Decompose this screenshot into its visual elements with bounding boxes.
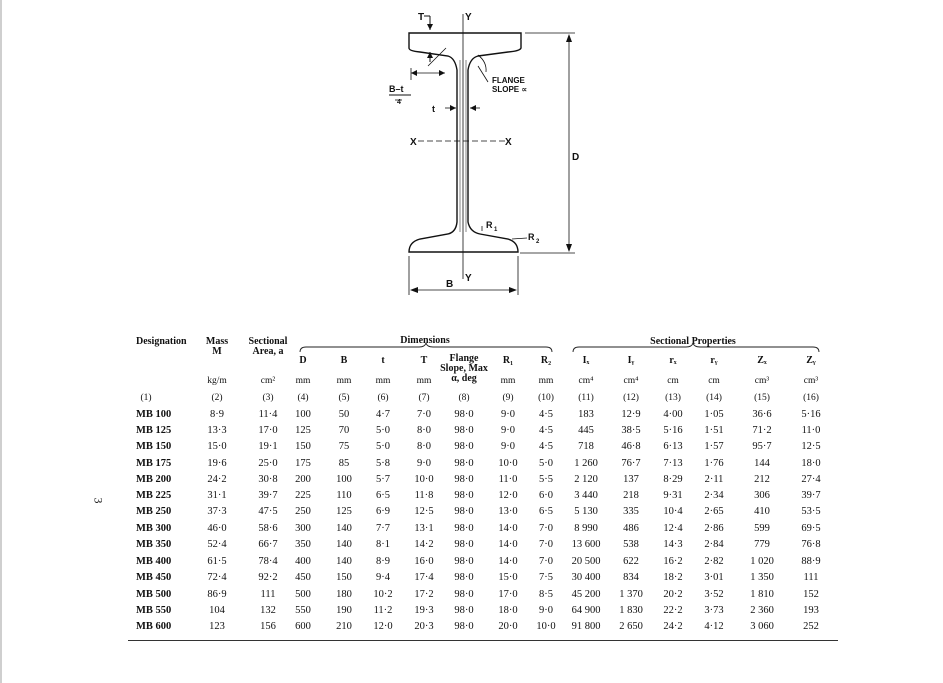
table-cell: 71·2: [752, 425, 772, 436]
row-designation: MB 150: [136, 441, 172, 452]
table-cell: 64 900: [571, 605, 601, 616]
table-cell: 6·0: [539, 490, 553, 501]
table-cell: 250: [295, 506, 311, 517]
table-cell: 7·0: [539, 539, 553, 550]
col-header-14: rᵧ: [710, 355, 718, 366]
col-number-12: (12): [623, 393, 639, 403]
table-cell: 1 260: [574, 458, 598, 469]
label-T: T: [418, 12, 425, 23]
table-cell: 486: [623, 523, 639, 534]
table-cell: 24·2: [663, 621, 683, 632]
col-number-4: (4): [297, 393, 309, 403]
table-cell: 19·6: [207, 458, 227, 469]
table-cell: 2 360: [750, 605, 774, 616]
table-cell: 212: [754, 474, 770, 485]
table-cell: 8·0: [417, 441, 431, 452]
table-cell: 76·7: [621, 458, 641, 469]
table-cell: 9·4: [376, 572, 390, 583]
table-cell: 46·0: [207, 523, 227, 534]
table-cell: 20 500: [571, 556, 601, 567]
table-cell: 12·4: [663, 523, 683, 534]
table-cell: 17·4: [414, 572, 434, 583]
table-cell: 252: [803, 621, 819, 632]
table-cell: 8·1: [376, 539, 390, 550]
row-designation: MB 600: [136, 621, 172, 632]
table-cell: 5·7: [376, 474, 390, 485]
table-cell: 39·7: [258, 490, 278, 501]
row-designation: MB 250: [136, 506, 172, 517]
table-cell: 13·1: [414, 523, 434, 534]
table-cell: 20·3: [414, 621, 434, 632]
col-header-16: Zᵧ: [806, 355, 816, 366]
col-header-3-line2: Area, a: [252, 346, 284, 357]
col-number-1: (1): [140, 393, 152, 403]
table-cell: 31·1: [207, 490, 227, 501]
col-unit-15: cm³: [754, 376, 770, 386]
table-cell: 400: [295, 556, 311, 567]
table-cell: 335: [623, 506, 639, 517]
col-number-6: (6): [377, 393, 389, 403]
table-cell: 183: [578, 409, 594, 420]
group-header-dimensions: Dimensions: [400, 335, 450, 346]
table-cell: 8·9: [210, 409, 224, 420]
col-header-3-line1: Sectional: [248, 336, 288, 347]
col-unit-6: mm: [375, 376, 391, 386]
row-designation: MB 400: [136, 556, 172, 567]
table-cell: 12·5: [414, 506, 434, 517]
col-unit-2: kg/m: [207, 376, 227, 386]
table-cell: 300: [295, 523, 311, 534]
table-cell: 3 060: [750, 621, 774, 632]
label-bt-denominator: 4: [397, 99, 401, 106]
table-cell: 39·7: [801, 490, 821, 501]
table-cell: 19·1: [258, 441, 278, 452]
table-cell: 718: [578, 441, 594, 452]
table-cell: 30 400: [571, 572, 601, 583]
col-header-2-line2: M: [212, 346, 222, 357]
table-cell: 5·16: [663, 425, 683, 436]
col-header-6: t: [381, 355, 385, 366]
table-cell: 11·0: [498, 474, 518, 485]
table-cell: 17·0: [498, 589, 518, 600]
label-R2-sub: 2: [536, 239, 540, 245]
table-cell: 6·9: [376, 506, 390, 517]
table-cell: 125: [336, 506, 352, 517]
table-cell: 140: [336, 523, 352, 534]
table-cell: 17·0: [258, 425, 278, 436]
table-cell: 13·0: [498, 506, 518, 517]
table-cell: 91 800: [571, 621, 601, 632]
table-cell: 152: [803, 589, 819, 600]
col-header-10: R₂: [540, 355, 552, 366]
table-cell: 5·0: [376, 441, 390, 452]
table-cell: 85: [338, 458, 350, 469]
table-cell: 22·2: [663, 605, 683, 616]
table-cell: 4·5: [539, 441, 553, 452]
label-R1: R: [486, 220, 493, 230]
table-cell: 36·6: [752, 409, 772, 420]
table-cell: 8·5: [539, 589, 553, 600]
table-cell: 20·0: [498, 621, 518, 632]
label-X-right: X: [505, 137, 512, 148]
table-cell: 14·0: [498, 556, 518, 567]
table-cell: 1 020: [750, 556, 774, 567]
table-cell: 98·0: [454, 506, 474, 517]
table-cell: 10·0: [498, 458, 518, 469]
table-cell: 3·73: [704, 605, 724, 616]
table-cell: 18·0: [498, 605, 518, 616]
table-cell: 4·5: [539, 409, 553, 420]
table-cell: 8 990: [574, 523, 598, 534]
label-R1-sub: 1: [494, 227, 498, 233]
table-cell: 75: [338, 441, 350, 452]
table-cell: 11·0: [801, 425, 821, 436]
table-cell: 98·0: [454, 605, 474, 616]
table-cell: 7·13: [663, 458, 683, 469]
table-cell: 98·0: [454, 589, 474, 600]
table-cell: 30·8: [258, 474, 278, 485]
table-cell: 132: [260, 605, 276, 616]
table-cell: 9·0: [501, 441, 515, 452]
table-cell: 9·0: [501, 425, 515, 436]
table-cell: 50: [338, 409, 350, 420]
table-cell: 11·2: [373, 605, 393, 616]
table-cell: 445: [578, 425, 594, 436]
table-cell: 66·7: [258, 539, 278, 550]
table-cell: 27·4: [801, 474, 821, 485]
col-number-3: (3): [262, 393, 274, 403]
table-cell: 5·0: [376, 425, 390, 436]
table-cell: 7·0: [539, 523, 553, 534]
table-cell: 13 600: [571, 539, 601, 550]
row-designation: MB 550: [136, 605, 172, 616]
table-cell: 47·5: [258, 506, 278, 517]
table-cell: 225: [295, 490, 311, 501]
row-designation: MB 200: [136, 474, 172, 485]
table-cell: 70: [338, 425, 350, 436]
label-t: t: [432, 104, 435, 114]
col-number-7: (7): [418, 393, 430, 403]
col-number-16: (16): [803, 393, 819, 403]
table-cell: 98·0: [454, 474, 474, 485]
table-cell: 450: [295, 572, 311, 583]
table-cell: 5·5: [539, 474, 553, 485]
col-number-15: (15): [754, 393, 770, 403]
table-cell: 3·01: [704, 572, 724, 583]
table-cell: 3·52: [704, 589, 724, 600]
table-cell: 5·0: [539, 458, 553, 469]
table-cell: 11·4: [258, 409, 278, 420]
col-header-11: Iₓ: [582, 355, 590, 366]
col-header-2-line1: Mass: [205, 336, 229, 347]
col-header-7: T: [420, 355, 428, 366]
table-cell: 46·8: [621, 441, 641, 452]
row-designation: MB 300: [136, 523, 172, 534]
table-cell: 8·29: [663, 474, 683, 485]
col-unit-13: cm: [667, 376, 679, 386]
table-cell: 4·7: [376, 409, 390, 420]
table-cell: 14·0: [498, 523, 518, 534]
table-cell: 210: [336, 621, 352, 632]
row-designation: MB 450: [136, 572, 172, 583]
table-cell: 156: [260, 621, 276, 632]
row-designation: MB 225: [136, 490, 172, 501]
table-cell: 18·2: [663, 572, 683, 583]
table-cell: 9·0: [539, 605, 553, 616]
table-cell: 98·0: [454, 441, 474, 452]
table-cell: 11·8: [414, 490, 434, 501]
table-cell: 9·0: [417, 458, 431, 469]
label-D: D: [572, 152, 580, 163]
table-cell: 98·0: [454, 539, 474, 550]
table-cell: 622: [623, 556, 639, 567]
table-cell: 78·4: [258, 556, 278, 567]
table-cell: 16·0: [414, 556, 434, 567]
table-cell: 137: [623, 474, 639, 485]
table-cell: 12·9: [621, 409, 641, 420]
table-cell: 14·0: [498, 539, 518, 550]
table-cell: 1 370: [619, 589, 643, 600]
table-cell: 144: [754, 458, 770, 469]
table-cell: 25·0: [258, 458, 278, 469]
table-cell: 19·3: [414, 605, 434, 616]
table-cell: 5·8: [376, 458, 390, 469]
table-cell: 111: [260, 589, 276, 600]
col-header-8-line3: α, deg: [451, 373, 477, 384]
col-number-2: (2): [211, 393, 223, 403]
table-cell: 20·2: [663, 589, 683, 600]
table-cell: 100: [295, 409, 311, 420]
row-designation: MB 500: [136, 589, 172, 600]
label-flange-slope-2: SLOPE ∝: [492, 85, 528, 94]
table-cell: 111: [803, 572, 819, 583]
table-cell: 98·0: [454, 458, 474, 469]
table-cell: 61·5: [207, 556, 227, 567]
table-cell: 150: [295, 441, 311, 452]
group-header-sectional-properties: Sectional Properties: [650, 336, 736, 347]
table-cell: 306: [754, 490, 770, 501]
table-cell: 45 200: [571, 589, 601, 600]
table-cell: 95·7: [752, 441, 772, 452]
col-unit-16: cm³: [803, 376, 819, 386]
col-unit-7: mm: [416, 376, 432, 386]
table-cell: 1·76: [704, 458, 724, 469]
col-number-10: (10): [538, 393, 554, 403]
table-cell: 779: [754, 539, 770, 550]
table-cell: 175: [295, 458, 311, 469]
table-cell: 53·5: [801, 506, 821, 517]
table-cell: 98·0: [454, 621, 474, 632]
table-cell: 140: [336, 556, 352, 567]
table-cell: 7·0: [417, 409, 431, 420]
table-cell: 193: [803, 605, 819, 616]
table-cell: 12·5: [801, 441, 821, 452]
table-cell: 1 350: [750, 572, 774, 583]
table-cell: 15·0: [207, 441, 227, 452]
col-header-4: D: [299, 355, 307, 366]
table-cell: 5 130: [574, 506, 598, 517]
col-header-5: B: [340, 355, 348, 366]
col-unit-9: mm: [500, 376, 516, 386]
table-cell: 9·31: [663, 490, 683, 501]
table-cell: 86·9: [207, 589, 227, 600]
col-number-9: (9): [502, 393, 514, 403]
col-header-designation: Designation: [136, 336, 187, 347]
label-flange-slope-1: FLANGE: [492, 76, 525, 85]
table-cell: 2·84: [704, 539, 724, 550]
col-unit-12: cm⁴: [623, 376, 639, 386]
col-number-14: (14): [706, 393, 722, 403]
table-cell: 37·3: [207, 506, 227, 517]
label-B: B: [446, 279, 454, 290]
table-cell: 8·0: [417, 425, 431, 436]
table-cell: 88·9: [801, 556, 821, 567]
table-cell: 10·0: [414, 474, 434, 485]
col-header-9: R₁: [502, 355, 514, 366]
table-cell: 180: [336, 589, 352, 600]
table-cell: 2 650: [619, 621, 643, 632]
table-cell: 10·4: [663, 506, 683, 517]
table-cell: 1 810: [750, 589, 774, 600]
table-cell: 98·0: [454, 490, 474, 501]
table-cell: 52·4: [207, 539, 227, 550]
table-cell: 2·82: [704, 556, 724, 567]
table-cell: 6·5: [376, 490, 390, 501]
table-cell: 6·5: [539, 506, 553, 517]
table-cell: 200: [295, 474, 311, 485]
table-cell: 3 440: [574, 490, 598, 501]
table-cell: 2·65: [704, 506, 724, 517]
col-unit-14: cm: [708, 376, 720, 386]
page-number: 3: [91, 497, 106, 504]
table-cell: 92·2: [258, 572, 278, 583]
col-number-13: (13): [665, 393, 681, 403]
col-unit-10: mm: [538, 376, 554, 386]
row-designation: MB 175: [136, 458, 172, 469]
col-header-15: Zₓ: [757, 355, 767, 366]
table-cell: 2·11: [704, 474, 724, 485]
table-cell: 72·4: [207, 572, 227, 583]
table-cell: 350: [295, 539, 311, 550]
table-cell: 4·12: [704, 621, 724, 632]
table-cell: 76·8: [801, 539, 821, 550]
table-cell: 834: [623, 572, 639, 583]
table-cell: 1·05: [704, 409, 724, 420]
table-cell: 16·2: [663, 556, 683, 567]
table-cell: 4·00: [663, 409, 683, 420]
col-header-8-line2: Slope, Max: [440, 363, 488, 374]
table-cell: 104: [209, 605, 225, 616]
table-cell: 110: [336, 490, 352, 501]
table-cell: 7·5: [539, 572, 553, 583]
table-cell: 98·0: [454, 425, 474, 436]
table-cell: 58·6: [258, 523, 278, 534]
col-number-8: (8): [458, 393, 470, 403]
table-cell: 69·5: [801, 523, 821, 534]
table-cell: 1·51: [704, 425, 724, 436]
table-cell: 600: [295, 621, 311, 632]
table-cell: 9·0: [501, 409, 515, 420]
table-cell: 17·2: [414, 589, 434, 600]
row-designation: MB 125: [136, 425, 172, 436]
col-unit-11: cm⁴: [578, 376, 594, 386]
table-cell: 1 830: [619, 605, 643, 616]
table-cell: 538: [623, 539, 639, 550]
table-cell: 150: [336, 572, 352, 583]
table-bottom-rule: [128, 640, 838, 641]
table-cell: 7·0: [539, 556, 553, 567]
row-designation: MB 350: [136, 539, 172, 550]
table-cell: 10·0: [536, 621, 556, 632]
table-cell: 98·0: [454, 572, 474, 583]
label-bt-numerator: B–t: [389, 84, 404, 94]
table-cell: 98·0: [454, 523, 474, 534]
table-cell: 125: [295, 425, 311, 436]
label-R2: R: [528, 232, 535, 242]
table-cell: 2 120: [574, 474, 598, 485]
table-cell: 4·5: [539, 425, 553, 436]
label-Y-top: Y: [465, 12, 472, 23]
table-cell: 38·5: [621, 425, 641, 436]
col-number-5: (5): [338, 393, 350, 403]
table-cell: 12·0: [373, 621, 393, 632]
table-cell: 190: [336, 605, 352, 616]
table-cell: 410: [754, 506, 770, 517]
table-cell: 6·13: [663, 441, 683, 452]
table-cell: 10·2: [373, 589, 393, 600]
table-cell: 500: [295, 589, 311, 600]
table-cell: 550: [295, 605, 311, 616]
table-cell: 2·34: [704, 490, 724, 501]
table-cell: 13·3: [207, 425, 227, 436]
table-cell: 5·16: [801, 409, 821, 420]
row-designation: MB 100: [136, 409, 172, 420]
col-unit-4: mm: [295, 376, 311, 386]
table-cell: 18·0: [801, 458, 821, 469]
table-cell: 14·3: [663, 539, 683, 550]
table-cell: 15·0: [498, 572, 518, 583]
col-unit-5: mm: [336, 376, 352, 386]
table-cell: 98·0: [454, 409, 474, 420]
table-cell: 218: [623, 490, 639, 501]
table-cell: 24·2: [207, 474, 227, 485]
label-X-left: X: [410, 137, 417, 148]
col-header-8-line1: Flange: [449, 353, 479, 364]
col-header-12: Iᵧ: [627, 355, 635, 366]
table-cell: 140: [336, 539, 352, 550]
table-cell: 1·57: [704, 441, 724, 452]
table-cell: 7·7: [376, 523, 390, 534]
table-cell: 98·0: [454, 556, 474, 567]
table-cell: 14·2: [414, 539, 434, 550]
table-cell: 8·9: [376, 556, 390, 567]
label-Y-bottom: Y: [465, 273, 472, 284]
col-unit-3: cm²: [260, 376, 276, 386]
table-cell: 100: [336, 474, 352, 485]
table-cell: 599: [754, 523, 770, 534]
table-cell: 123: [209, 621, 225, 632]
col-number-11: (11): [578, 393, 594, 403]
col-header-13: rₓ: [669, 355, 677, 366]
table-cell: 12·0: [498, 490, 518, 501]
table-cell: 2·86: [704, 523, 724, 534]
